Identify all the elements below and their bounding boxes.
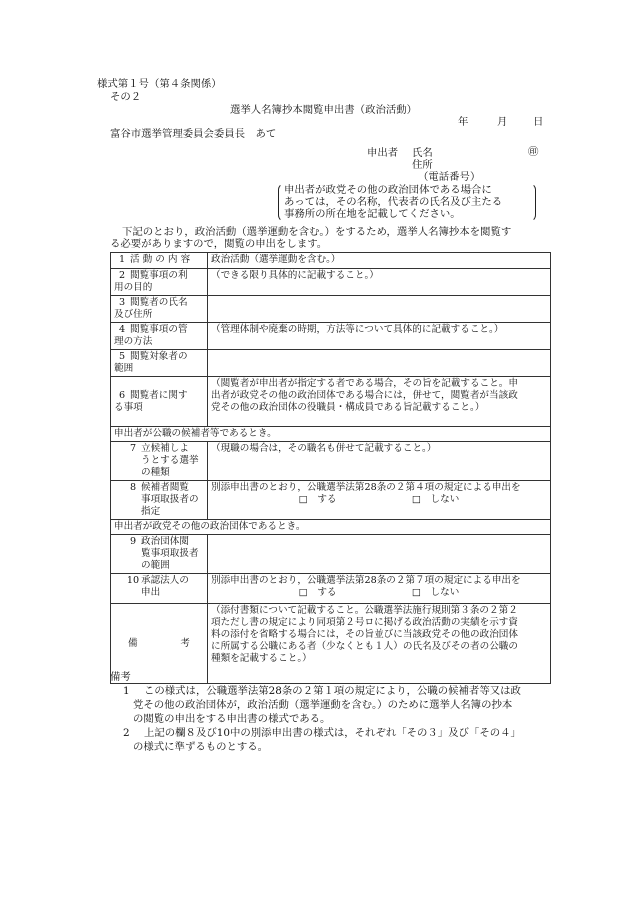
option-do-checkbox[interactable]: □ する: [298, 494, 337, 505]
row-label-text: 申出: [141, 587, 161, 598]
row-number: 9: [129, 536, 137, 547]
row-number: 2: [118, 270, 126, 281]
row-label: [111, 296, 208, 323]
field-note: 党その他の政治団体の役職員・構成員である旨記載すること。）: [211, 402, 485, 413]
row-label-text: 指定: [141, 506, 161, 517]
row-label: [111, 323, 208, 350]
table-row: [111, 377, 551, 427]
section-heading: 申出者が公職の候補者等であるとき。: [111, 427, 551, 442]
row-label-text: 立候補しよ: [141, 443, 189, 454]
footer-note-text: 党その他の政治団体が，政治活動（選挙運動を含む。）のために選挙人名簿の抄本: [133, 699, 513, 711]
row-label-text: 事項取扱者の: [141, 494, 199, 505]
row-label: [111, 442, 208, 481]
section-heading: 申出者が政党その他の政治団体であるとき。: [111, 520, 551, 535]
row-label-text: る事項: [114, 401, 143, 413]
purpose-field[interactable]: [208, 269, 551, 296]
address-label: 住所: [412, 159, 433, 171]
row-label-text: 及び住所: [114, 309, 153, 320]
approved-corp-field: [208, 574, 551, 604]
row-label-text: 政治団体閲: [141, 536, 189, 547]
group-handler-range-field[interactable]: [208, 535, 551, 574]
row-label: [111, 253, 208, 269]
row-label-text: の範囲: [141, 560, 170, 571]
page-title: 選挙人名簿抄本閲覧申出書（政治活動）: [230, 104, 418, 116]
applicant-note-line: 申出者が政党その他の政治団体である場合に: [284, 184, 492, 196]
intro-text: る必要がありますので，閲覧の申出をします。: [110, 238, 328, 250]
row-label: [111, 350, 208, 377]
row-number: 1: [118, 254, 126, 265]
row-label: [111, 574, 208, 604]
target-range-field[interactable]: [208, 350, 551, 377]
option-do-checkbox[interactable]: □ する: [298, 587, 337, 598]
field-note: （現職の場合は，その職名も併せて記載すること。）: [211, 443, 437, 454]
candidate-handler-field: [208, 481, 551, 520]
option-not-checkbox[interactable]: □ しない: [411, 494, 460, 505]
row-label-text: 承認法人の: [141, 575, 189, 586]
date-year: 年: [458, 116, 469, 128]
footer-note-text: の様式に準ずるものとする。: [133, 741, 269, 753]
row-number: 3: [118, 297, 126, 308]
row-label-text: 閲覧対象者の: [130, 351, 188, 362]
table-row: [111, 442, 551, 481]
applicant-label: 申出者: [367, 147, 399, 159]
table-row: [111, 350, 551, 377]
field-note: 出者が政党その他の政治団体である場合には，併せて，閲覧者が当該政: [211, 390, 518, 401]
form-number: 様式第１号（第４条関係）: [97, 78, 222, 90]
field-note: （管理体制や廃棄の時期，方法等について具体的に記載すること。）: [211, 324, 504, 335]
row-number: 7: [129, 443, 137, 454]
row-label-text: 閲覧事項の利: [130, 270, 188, 281]
field-note: （添付書類について記載すること。公職選挙法施行規則第３条の２第２: [211, 605, 518, 616]
row-label-text: 候補者閲覧: [141, 482, 189, 493]
row-label-text: 覧事項取扱者: [141, 548, 199, 559]
field-note: （できる限り具体的に記載すること。）: [211, 270, 379, 281]
date-day: 日: [533, 116, 544, 128]
footer-note-text: 上記の欄８及び10中の別添申出書の様式は，それぞれ「その３」及び「その４」: [144, 727, 521, 739]
applicant-note-line: あっては，その名称，代表者の氏名及び主たる: [284, 196, 503, 208]
name-label: 氏名: [412, 147, 433, 159]
row-label-text: 備: [128, 637, 138, 649]
table-row: [111, 520, 551, 535]
footer-note-text: の閲覧の申出をする申出書の様式である。: [133, 713, 331, 725]
row-label-text: うとする選挙: [141, 455, 199, 466]
field-text: 別添申出書のとおり，公職選挙法第28条の２第４項の規定による申出を: [211, 482, 521, 493]
row-label-text: の種類: [141, 467, 170, 478]
footer-title: 備考: [110, 671, 131, 683]
row-label-text: 考: [180, 637, 190, 649]
remarks-field[interactable]: [208, 604, 551, 684]
row-label-text: 閲覧者に関す: [130, 389, 188, 401]
footer-note-text: この様式は，公職選挙法第28条の２第１項の規定により，公職の候補者等又は政: [144, 685, 521, 697]
form-sub-number: その２: [110, 91, 142, 103]
field-note: （閲覧者が申出者が指定する者である場合，その旨を記載すること。申: [211, 378, 518, 389]
row-label: [111, 481, 208, 520]
table-row: [111, 481, 551, 520]
footer-note-number: 1: [123, 685, 130, 697]
table-row: [111, 296, 551, 323]
table-row: [111, 574, 551, 604]
field-note: 料の添付を省略する場合には，その旨並びに当該政党その他の政治団体: [211, 629, 518, 640]
footer-note-number: 2: [123, 727, 130, 739]
intro-text: 下記のとおり，政治活動（選挙運動を含む。）をするため，選挙人名簿抄本を閲覧す: [122, 226, 512, 238]
application-form-table: [110, 252, 551, 684]
table-row: [111, 604, 551, 684]
table-row: [111, 253, 551, 269]
table-row: [111, 535, 551, 574]
viewer-name-address-field[interactable]: [208, 296, 551, 323]
row-label-text: 範囲: [114, 363, 134, 374]
option-not-checkbox[interactable]: □ しない: [411, 587, 460, 598]
table-row: [111, 269, 551, 296]
row-label-text: 活 動 の 内 容: [130, 254, 191, 265]
applicant-note-line: 事務所の所在地を記載してください。: [284, 208, 461, 220]
field-text: 別添申出書のとおり，公職選挙法第28条の２第７項の規定による申出を: [211, 575, 521, 586]
date-month: 月: [497, 116, 508, 128]
row-label: [111, 377, 208, 427]
activity-content-field[interactable]: 政治活動（選挙運動を含む。）: [208, 253, 551, 269]
seal-mark: ㊞: [528, 146, 539, 158]
election-type-field[interactable]: [208, 442, 551, 481]
row-number: 4: [118, 324, 126, 335]
row-label-text: 閲覧者の氏名: [130, 297, 188, 308]
row-label-text: 閲覧事項の管: [130, 324, 188, 335]
row-label: [111, 535, 208, 574]
viewer-info-field[interactable]: [208, 377, 551, 427]
row-label: [111, 269, 208, 296]
table-row: [111, 427, 551, 442]
row-label-text: 用の目的: [114, 282, 153, 293]
row-label-text: 理の方法: [114, 336, 153, 347]
addressee: 富谷市選挙管理委員会委員長 あて: [110, 128, 277, 140]
row-number: 5: [118, 351, 126, 362]
field-note: 項ただし書の規定により同項第２号ロに掲げる政治活動の実績を示す資: [211, 617, 518, 628]
row-number: 6: [118, 389, 126, 401]
row-number: 8: [129, 482, 137, 493]
management-method-field[interactable]: [208, 323, 551, 350]
phone-label: （電話番号）: [418, 171, 481, 183]
field-note: 種類を記載すること。）: [211, 653, 312, 664]
table-row: [111, 323, 551, 350]
field-note: に所属する公職にある者（少なくとも１人）の氏名及びその者の公職の: [211, 641, 518, 652]
row-number: 10: [126, 575, 140, 586]
